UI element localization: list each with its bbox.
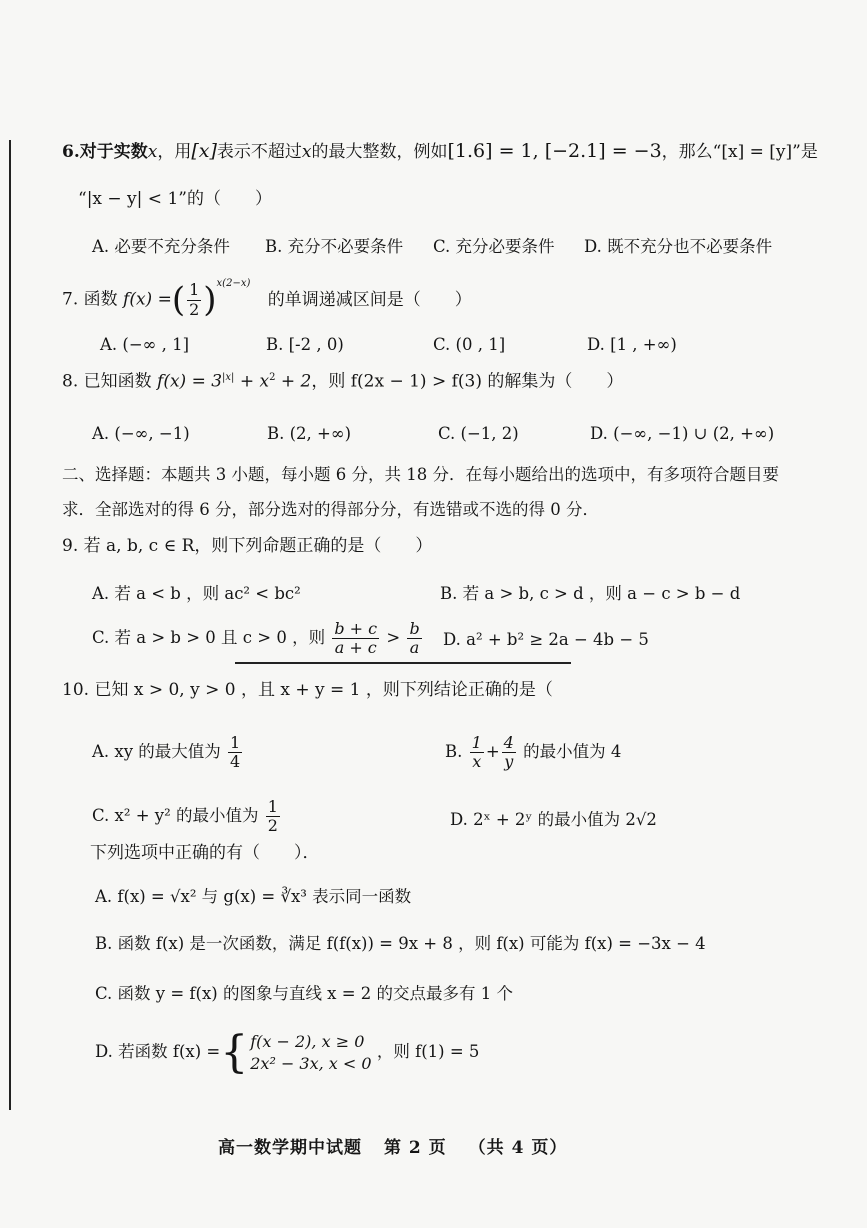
q8-exp: |x|: [222, 372, 235, 383]
q9c-lead: C. 若 a > b > 0 且 c > 0 ，则: [92, 628, 326, 647]
frac-num: b + c: [334, 618, 378, 638]
q11d-lead: D. 若函数 f(x) =: [95, 1042, 221, 1061]
paren-open: (: [171, 280, 186, 321]
frac-num: 1: [230, 732, 241, 752]
q11d-tail: ，则 f(1) = 5: [376, 1042, 480, 1061]
q8-option-b: B. (2, +∞): [267, 424, 352, 443]
q6-option-c: C. 充分必要条件: [433, 237, 555, 256]
q10b-plus: +: [485, 742, 500, 761]
frac-den: 2: [189, 299, 200, 319]
q8-func-tail: + x: [234, 371, 270, 392]
q8-option-a: A. (−∞, −1): [92, 424, 190, 443]
frac-den: x: [472, 752, 482, 771]
q7-exponent: x(2−x): [216, 278, 251, 289]
piecewise: [250, 1031, 371, 1074]
frac-num: 4: [503, 732, 514, 752]
q11-stem: 下列选项中正确的有（ ）．: [90, 843, 320, 863]
frac-den: a: [409, 638, 420, 657]
frac-den: y: [504, 752, 514, 771]
frac-num: b: [409, 618, 420, 638]
q8-tail: ，则 f(2x − 1) > f(3) 的解集为（ ）: [311, 371, 624, 392]
fraction-half: [187, 281, 201, 319]
floor-x: [x]: [191, 140, 217, 162]
q11-option-c: C. 函数 y = f(x) 的图象与直线 x = 2 的交点最多有 1 个: [95, 984, 514, 1003]
q6-line1: [62, 142, 818, 161]
page-footer: [218, 1133, 589, 1158]
frac-num: 1: [189, 280, 200, 300]
q6-text-c: 的最大整数，例如: [311, 142, 448, 162]
q10b-tail: 的最小值为 4: [523, 742, 622, 761]
q9c-frac1: [332, 620, 379, 658]
q10c-frac: [266, 798, 280, 836]
q6-example: [1.6] = 1, [−2.1] = −3: [447, 140, 662, 162]
q10a-frac: [228, 734, 242, 772]
q7-option-a: A. (−∞ , 1]: [100, 335, 190, 354]
q10-option-c: [92, 794, 282, 838]
q9-option-c: [92, 616, 424, 660]
q9-option-d: D. a² + b² ≥ 2a − 4b − 5: [443, 630, 649, 649]
q9c-gt: >: [386, 628, 401, 647]
paren-close: ): [203, 280, 217, 321]
piece-1: f(x − 2), x ≥ 0: [250, 1031, 365, 1051]
q9c-frac2: [407, 620, 421, 658]
q6-option-d: D. 既不充分也不必要条件: [584, 237, 773, 256]
q8-option-d: D. (−∞, −1) ∪ (2, +∞): [590, 424, 775, 443]
q6-text-a: ，用: [157, 142, 192, 162]
q9-option-a: A. 若 a < b ，则 ac² < bc²: [92, 584, 301, 603]
q8-stem: 8. 已知函数 $f(x) = 3^{|x|} + x^2 + 2$，则 f(2x − 1) > f(3) 的解集为（ ）: [62, 371, 624, 392]
q6-option-b: B. 充分不必要条件: [265, 237, 404, 256]
q11-option-b: B. 函数 f(x) 是一次函数，满足 f(f(x)) = 9x + 8 ，则 f(x) 可能为 f(x) = −3x − 4: [95, 934, 706, 953]
q8-func-tail2: + 2: [275, 371, 312, 392]
q6-text-b: 表示不超过: [216, 142, 302, 162]
q10a-lead: A. xy 的最大值为: [92, 742, 221, 761]
q10-option-d: D. 2ˣ + 2ʸ 的最小值为 2√2: [450, 810, 657, 829]
q6-lead: 6.对于实数: [62, 142, 148, 162]
q10b-frac1: [470, 734, 484, 772]
binding-margin-line: [9, 140, 11, 1110]
frac-den: 4: [230, 752, 241, 771]
q8-lead: 8. 已知函数: [62, 371, 152, 392]
frac-num: 1: [471, 732, 482, 752]
frac-num: 1: [267, 796, 278, 816]
footer-title: 高一数学期中试题: [218, 1138, 362, 1158]
frac-den: 2: [267, 816, 278, 835]
q11-option-a: A. f(x) = √x² 与 g(x) = ∛x³ 表示同一函数: [95, 887, 412, 906]
q7-func: f(x) =: [123, 289, 172, 310]
q11-option-d: [95, 1024, 479, 1080]
section2-line2: 求．全部选对的得 6 分，部分选对的得部分分，有选错或不选的得 0 分．: [62, 500, 599, 519]
q10b-frac2: [502, 734, 516, 772]
q8-func: f(x) = 3: [157, 371, 223, 392]
q6-text-d: ，那么“[x] = [y]”是: [661, 142, 818, 162]
piece-2: 2x² − 3x, x < 0: [250, 1053, 372, 1073]
q10b-lead: B.: [445, 742, 463, 761]
q10-option-a: [92, 730, 244, 774]
q8-option-c: C. (−1, 2): [438, 424, 519, 443]
q7-tail: 的单调递减区间是（ ）: [267, 289, 472, 310]
var-x-2: x: [301, 142, 312, 162]
q10-option-b: [445, 730, 621, 774]
q6-option-a: A. 必要不充分条件: [92, 237, 230, 256]
footer-total: （共 4 页）: [468, 1138, 568, 1158]
section2-line1: 二、选择题：本题共 3 小题，每小题 6 分，共 18 分．在每小题给出的选项中，有多项符合题目要: [62, 465, 779, 484]
q7-lead: 7. 函数: [62, 289, 118, 310]
q9-stem: 9. 若 a, b, c ∈ R，则下列命题正确的是（ ）: [62, 536, 433, 556]
q7-option-c: C. (0 , 1]: [433, 335, 506, 354]
q10c-lead: C. x² + y² 的最小值为: [92, 806, 259, 825]
q7-option-d: D. [1 , +∞): [587, 335, 677, 354]
q7-stem: [62, 274, 472, 321]
var-x: x: [147, 142, 158, 162]
q6-line2: “|x − y| < 1”的（ ）: [78, 189, 272, 209]
q10-stem: 10. 已知 x > 0, y > 0 ，且 x + y = 1 ，则下列结论正确的是（: [62, 680, 553, 700]
pen-underline: [235, 662, 571, 664]
q9-option-b: B. 若 a > b, c > d ，则 a − c > b − d: [440, 584, 741, 603]
left-brace: {: [220, 1026, 249, 1078]
q7-option-b: B. [-2 , 0): [266, 335, 344, 354]
frac-den: a + c: [334, 638, 377, 657]
footer-page: 第 2 页: [384, 1138, 447, 1158]
